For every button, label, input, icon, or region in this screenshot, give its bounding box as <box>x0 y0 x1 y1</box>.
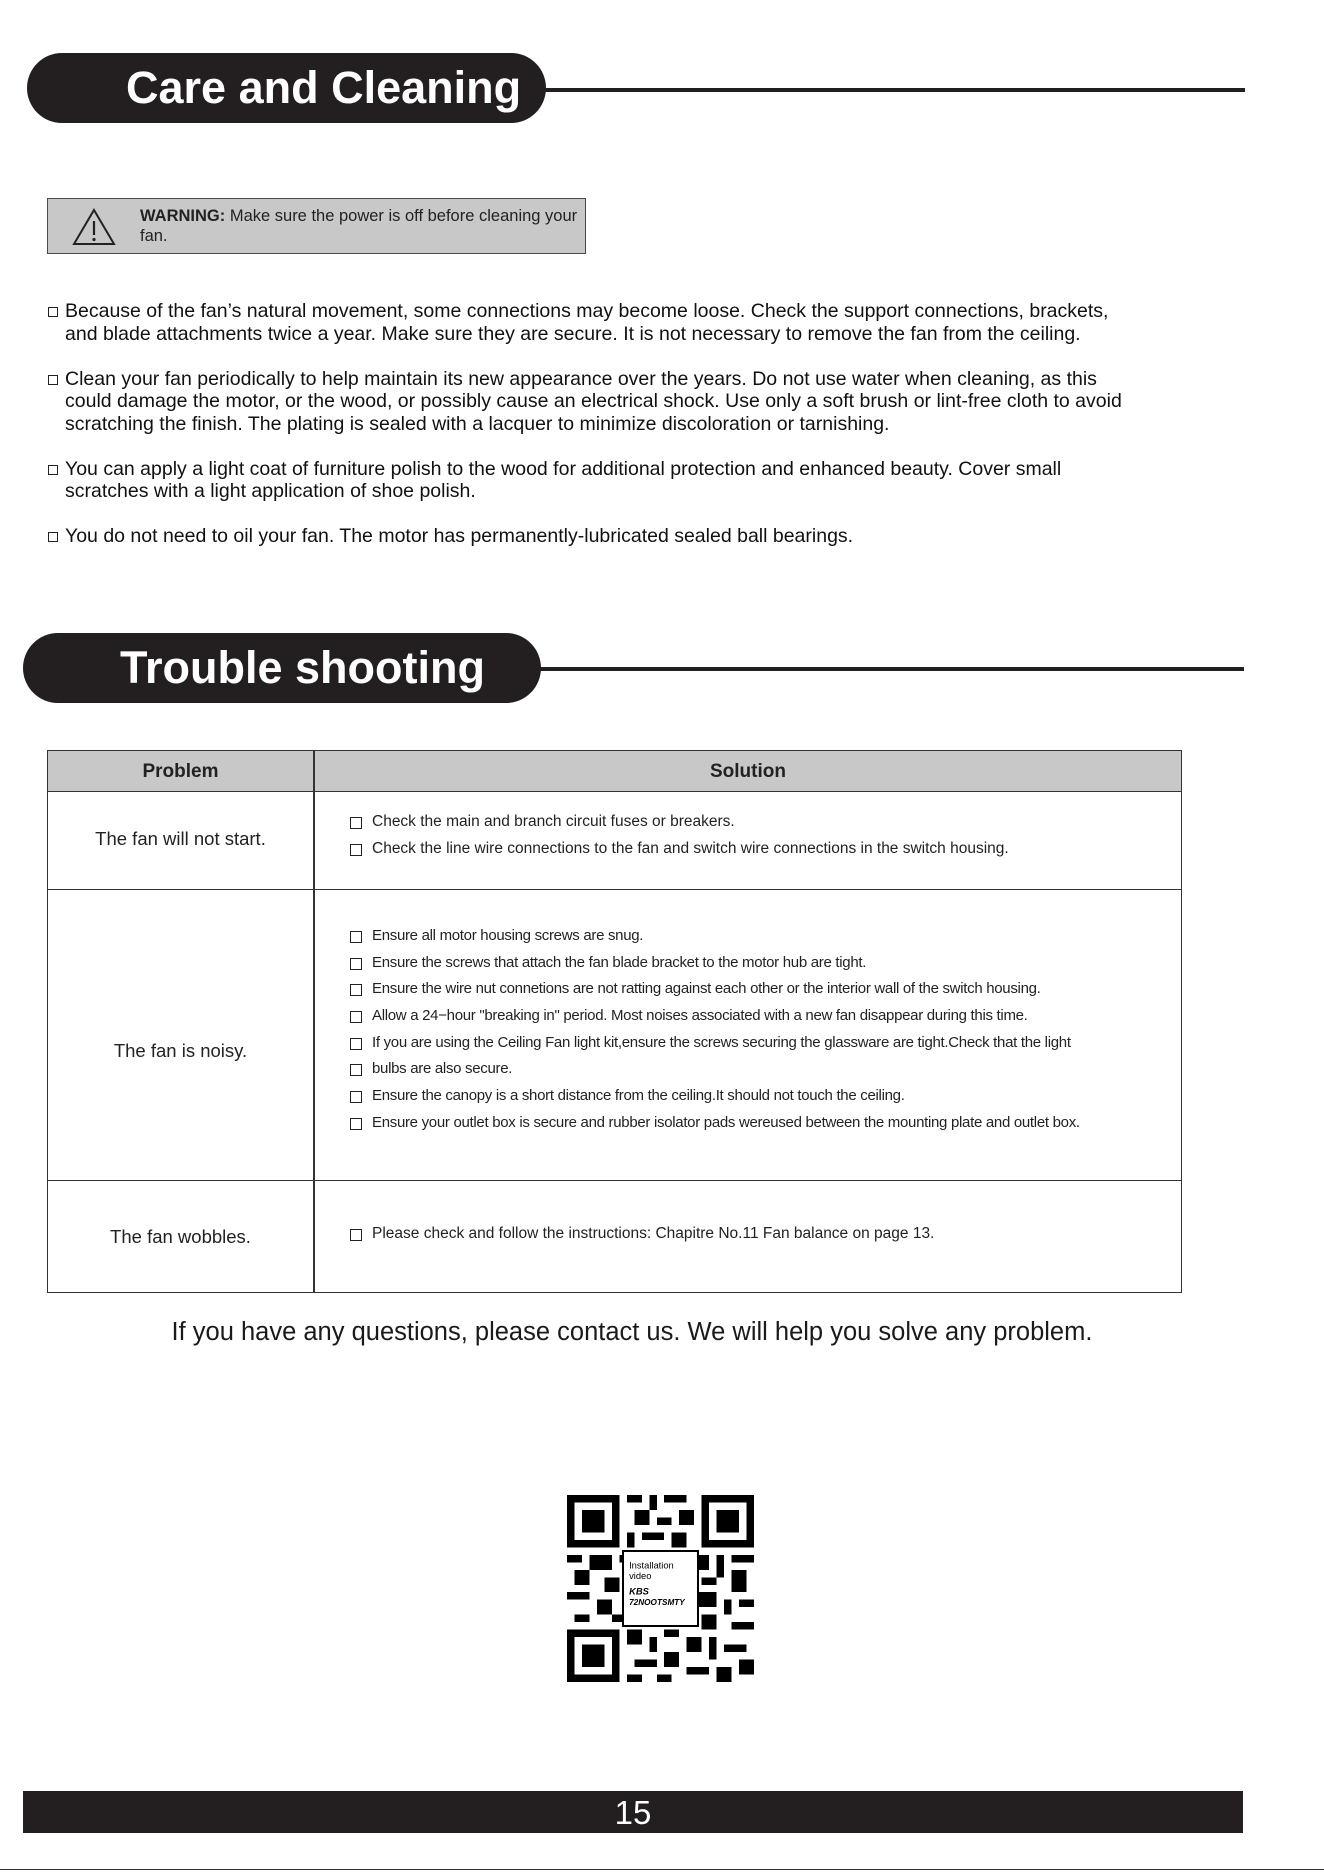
qr-label-line: Installation <box>629 1560 674 1571</box>
bottom-rule <box>0 1869 1324 1870</box>
solution-header: Solution <box>710 761 786 782</box>
trouble-table <box>47 750 1182 1293</box>
care-bullet-text: Because of the fan’s natural movement, some connections may become loose. Check the support connections, brackets, and blade attachments twice a year. Make sure they are secure. It is not necessary to remove the fan from the ceiling. <box>65 300 1109 345</box>
checkbox-icon <box>48 532 58 542</box>
checkbox-icon <box>48 375 58 385</box>
checkbox-icon <box>350 1118 362 1130</box>
solution-item <box>350 1221 1180 1248</box>
solution-text: If you are using the Ceiling Fan light kit,ensure the screws securing the glassware are tight.Check that the light <box>372 1033 1071 1051</box>
solution-item <box>350 1083 1180 1110</box>
problem-cell: The fan will not start. <box>95 828 266 849</box>
care-bullet-text: You can apply a light coat of furniture polish to the wood for additional protection and enhanced beauty. Cover small scratches with a light application of shoe polish. <box>65 457 1062 502</box>
solution-cell <box>350 809 1180 862</box>
checkbox-icon <box>350 1091 362 1103</box>
qr-code <box>567 1495 754 1682</box>
solution-item <box>350 836 1180 863</box>
solution-cell <box>350 923 1180 1137</box>
solution-item <box>350 1003 1180 1030</box>
solution-cell <box>350 1221 1180 1248</box>
checkbox-icon <box>350 817 362 829</box>
solution-item <box>350 809 1180 836</box>
warning-label: WARNING: <box>140 207 226 225</box>
solution-text: Ensure all motor housing screws are snug. <box>372 927 644 944</box>
care-bullet <box>48 525 1138 548</box>
care-bullet <box>48 300 1138 345</box>
problem-cell: The fan wobbles. <box>110 1226 251 1247</box>
care-bullet <box>48 368 1138 436</box>
checkbox-icon <box>350 1229 362 1241</box>
checkbox-icon <box>350 1011 362 1023</box>
solution-item <box>350 923 1180 950</box>
checkbox-icon <box>350 844 362 856</box>
checkbox-icon <box>48 465 58 475</box>
contact-note: If you have any questions, please contact us. We will help you solve any problem. <box>171 1318 1093 1346</box>
qr-label-line: KBS <box>629 1586 649 1597</box>
warning-text <box>140 206 580 246</box>
problem-header: Problem <box>142 761 219 782</box>
page-number: 15 <box>614 1794 652 1831</box>
solution-item <box>350 950 1180 977</box>
solution-text: bulbs are also secure. <box>372 1060 513 1078</box>
checkbox-icon <box>350 1038 362 1050</box>
table-header-row <box>48 751 1181 792</box>
solution-item <box>350 1056 1180 1083</box>
solution-text: Allow a 24−hour "breaking in" period. Most noises associated with a new fan disappear during this time. <box>372 1007 1028 1025</box>
care-bullets <box>48 300 1138 570</box>
trouble-header-rule <box>536 667 1244 671</box>
table-row <box>48 792 1181 889</box>
care-bullet-text: Clean your fan periodically to help maintain its new appearance over the years. Do not use water when cleaning, as this could damage the motor, or the wood, or possibly cause an electrical shock. Use only a soft brush or lint-free cloth to avoid scratching the finish. The plating is sealed with a lacquer to minimize discoloration or tarnishing. <box>65 367 1122 435</box>
solution-text: Check the line wire connections to the fan and switch wire connections in the switch housing. <box>372 839 1009 857</box>
solution-text: Please check and follow the instructions: Chapitre No.11 Fan balance on page 13. <box>372 1225 935 1242</box>
page-number-bar <box>23 1791 1243 1833</box>
solution-item <box>350 1030 1180 1057</box>
table-row <box>48 889 1181 1180</box>
qr-label-line: video <box>629 1570 652 1581</box>
solution-text: Ensure the screws that attach the fan blade bracket to the motor hub are tight. <box>372 953 867 971</box>
checkbox-icon <box>350 1064 362 1076</box>
trouble-section-header <box>0 633 1324 703</box>
solution-text: Check the main and branch circuit fuses or breakers. <box>372 813 735 830</box>
solution-item <box>350 976 1180 1003</box>
care-title: Care and Cleaning <box>126 62 522 113</box>
care-section-header <box>0 53 1324 123</box>
warning-box <box>47 198 586 254</box>
solution-text: Ensure the wire nut connetions are not ratting against each other or the interior wall of the switch housing. <box>372 980 1041 998</box>
warning-icon <box>72 208 116 246</box>
checkbox-icon <box>350 958 362 970</box>
care-bullet-text: You do not need to oil your fan. The motor has permanently-lubricated sealed ball bearings. <box>65 525 854 547</box>
checkbox-icon <box>350 984 362 996</box>
trouble-title-pill <box>23 633 541 703</box>
problem-cell: The fan is noisy. <box>113 1040 248 1061</box>
checkbox-icon <box>48 307 58 317</box>
trouble-title: Trouble shooting <box>120 642 485 693</box>
care-title-pill <box>27 53 546 123</box>
solution-text: Ensure the canopy is a short distance from the ceiling.It should not touch the ceiling. <box>372 1087 905 1105</box>
warning-message: Make sure the power is off before cleaning your fan. <box>140 207 578 245</box>
care-bullet <box>48 458 1138 503</box>
solution-item <box>350 1110 1180 1137</box>
solution-text: Ensure your outlet box is secure and rubber isolator pads wereused between the mounting plate and outlet box. <box>372 1113 1080 1131</box>
qr-label-line: 72NOOTSMTY <box>629 1597 685 1607</box>
care-header-rule <box>540 88 1245 92</box>
checkbox-icon <box>350 931 362 943</box>
table-row <box>48 1180 1181 1292</box>
